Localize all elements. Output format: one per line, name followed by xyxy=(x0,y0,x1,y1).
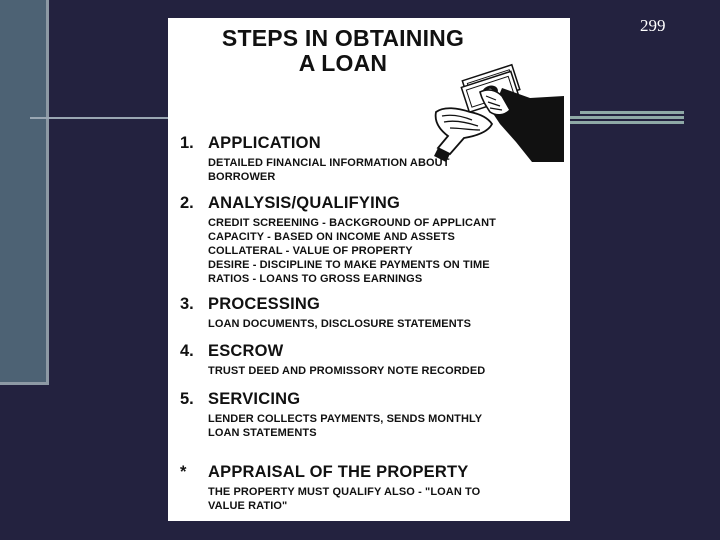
step-appraisal xyxy=(180,463,568,513)
step-number: 5. xyxy=(180,390,194,408)
scanned-document xyxy=(168,18,570,521)
step-details xyxy=(208,156,558,184)
step-details xyxy=(208,216,558,286)
step-heading: ANALYSIS/QUALIFYING xyxy=(208,194,401,212)
decorative-stripes xyxy=(568,111,684,126)
detail-line: THE PROPERTY MUST QUALIFY ALSO - "LOAN TO xyxy=(208,486,481,498)
step-number: 4. xyxy=(180,342,194,360)
step-3 xyxy=(180,295,568,335)
step-heading: SERVICING xyxy=(208,390,301,408)
step-4 xyxy=(180,342,568,382)
step-number: 2. xyxy=(180,194,194,212)
step-heading: PROCESSING xyxy=(208,295,321,313)
step-5 xyxy=(180,390,568,440)
detail-line: CREDIT SCREENING - BACKGROUND OF APPLICANT xyxy=(208,217,496,229)
detail-line: LOAN STATEMENTS xyxy=(208,427,317,439)
step-heading: APPLICATION xyxy=(208,134,321,152)
step-1 xyxy=(180,134,568,183)
step-heading: APPRAISAL OF THE PROPERTY xyxy=(208,463,469,481)
detail-line: TRUST DEED AND PROMISSORY NOTE RECORDED xyxy=(208,365,486,377)
detail-line: CAPACITY - BASED ON INCOME AND ASSETS xyxy=(208,231,455,243)
step-details xyxy=(208,317,558,331)
detail-line: COLLATERAL - VALUE OF PROPERTY xyxy=(208,245,413,257)
step-details xyxy=(208,485,558,513)
detail-line: LOAN DOCUMENTS, DISCLOSURE STATEMENTS xyxy=(208,318,472,330)
step-details xyxy=(208,412,558,440)
title-line-1: STEPS IN OBTAINING xyxy=(221,25,465,51)
left-accent-bar xyxy=(0,0,49,385)
detail-line: DETAILED FINANCIAL INFORMATION ABOUT xyxy=(208,157,450,169)
page-number: 299 xyxy=(640,16,666,35)
step-number: 1. xyxy=(180,134,194,152)
step-details xyxy=(208,364,558,378)
detail-line: LENDER COLLECTS PAYMENTS, SENDS MONTHLY xyxy=(208,413,483,425)
step-2 xyxy=(180,194,568,284)
detail-line: DESIRE - DISCIPLINE TO MAKE PAYMENTS ON TIME xyxy=(208,259,490,271)
detail-line: VALUE RATIO" xyxy=(208,500,288,512)
step-number: 3. xyxy=(180,295,194,313)
title-line-2: A LOAN xyxy=(298,50,388,76)
step-heading: ESCROW xyxy=(208,342,284,360)
detail-line: BORROWER xyxy=(208,171,276,183)
detail-line: RATIOS - LOANS TO GROSS EARNINGS xyxy=(208,273,423,285)
horizontal-rule xyxy=(30,117,170,119)
step-number: * xyxy=(180,463,187,481)
